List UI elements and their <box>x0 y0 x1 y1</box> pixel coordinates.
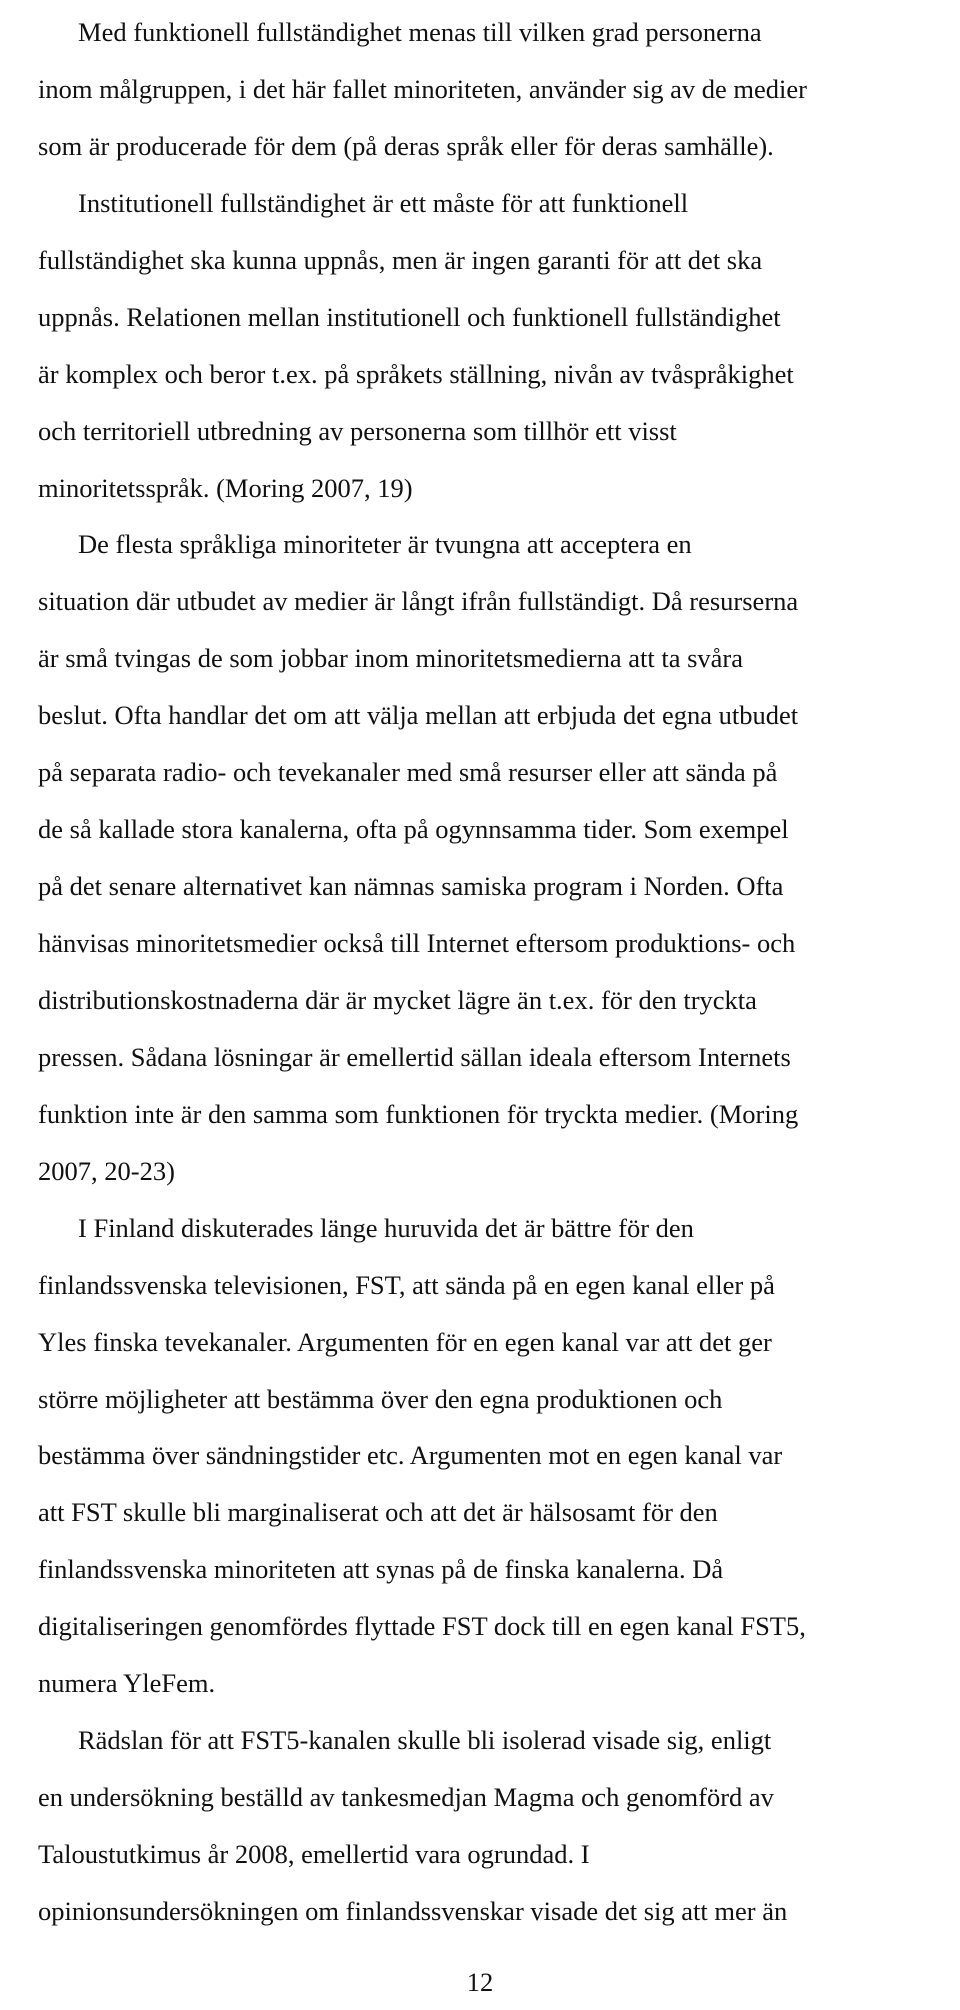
text-line: Yles finska tevekanaler. Argumenten för en egen kanal var att det ger <box>38 1326 772 1357</box>
text-line: numera YleFem. <box>38 1668 216 1699</box>
page-number: 12 <box>466 1967 494 1997</box>
text-line: som är producerade för dem (på deras språk eller för deras samhälle). <box>38 130 774 161</box>
text-line: opinionsundersökningen om finlandssvenskar visade det sig att mer än <box>38 1895 788 1926</box>
text-line: större möjligheter att bestämma över den egna produktionen och <box>38 1383 723 1414</box>
text-line: minoritetsspråk. (Moring 2007, 19) <box>38 472 413 503</box>
text-line: och territoriell utbredning av personerna som tillhör ett visst <box>38 415 677 446</box>
text-line: fullständighet ska kunna uppnås, men är ingen garanti för att det ska <box>38 244 763 275</box>
text-line: inom målgruppen, i det här fallet minoriteten, använder sig av de medier <box>38 73 807 104</box>
text-line: distributionskostnaderna där är mycket lägre än t.ex. för den tryckta <box>38 984 757 1015</box>
text-line: De flesta språkliga minoriteter är tvungna att acceptera en <box>78 529 692 560</box>
body-text <box>38 4 938 1940</box>
text-line: en undersökning beställd av tankesmedjan Magma och genomförd av <box>38 1782 774 1813</box>
text-line: uppnås. Relationen mellan institutionell och funktionell fullständighet <box>38 301 781 332</box>
text-line: beslut. Ofta handlar det om att välja mellan att erbjuda det egna utbudet <box>38 700 799 731</box>
text-line: de så kallade stora kanalerna, ofta på ogynnsamma tider. Som exempel <box>38 814 789 845</box>
text-line: 2007, 20-23) <box>38 1155 175 1186</box>
text-line: Institutionell fullständighet är ett måste för att funktionell <box>78 187 689 218</box>
text-line: Med funktionell fullständighet menas till vilken grad personerna <box>78 17 762 47</box>
text-line: finlandssvenska minoriteten att synas på de finska kanalerna. Då <box>38 1554 724 1585</box>
text-line: hänvisas minoritetsmedier också till Internet eftersom produktions- och <box>38 928 796 958</box>
text-line: Taloustutkimus år 2008, emellertid vara ogrundad. I <box>38 1839 590 1869</box>
text-line: är små tvingas de som jobbar inom minoritetsmedierna att ta svåra <box>38 643 744 674</box>
text-line: på det senare alternativet kan nämnas samiska program i Norden. Ofta <box>38 871 784 902</box>
text-line: situation där utbudet av medier är långt ifrån fullständigt. Då resurserna <box>38 586 799 617</box>
text-line: finlandssvenska televisionen, FST, att sända på en egen kanal eller på <box>38 1269 775 1300</box>
text-line: är komplex och beror t.ex. på språkets ställning, nivån av tvåspråkighet <box>38 358 794 389</box>
text-line: digitaliseringen genomfördes flyttade FST dock till en egen kanal FST5, <box>38 1611 806 1642</box>
text-line: Rädslan för att FST5-kanalen skulle bli isolerad visade sig, enligt <box>78 1725 772 1756</box>
text-line: I Finland diskuterades länge huruvida det är bättre för den <box>78 1212 694 1243</box>
text-line: bestämma över sändningstider etc. Argumenten mot en egen kanal var <box>38 1440 783 1471</box>
text-line: på separata radio- och tevekanaler med små resurser eller att sända på <box>38 757 778 788</box>
text-line: funktion inte är den samma som funktionen för tryckta medier. (Moring <box>38 1098 799 1129</box>
text-line: pressen. Sådana lösningar är emellertid sällan ideala eftersom Internets <box>38 1041 791 1072</box>
text-line: att FST skulle bli marginaliserat och att det är hälsosamt för den <box>38 1497 718 1528</box>
